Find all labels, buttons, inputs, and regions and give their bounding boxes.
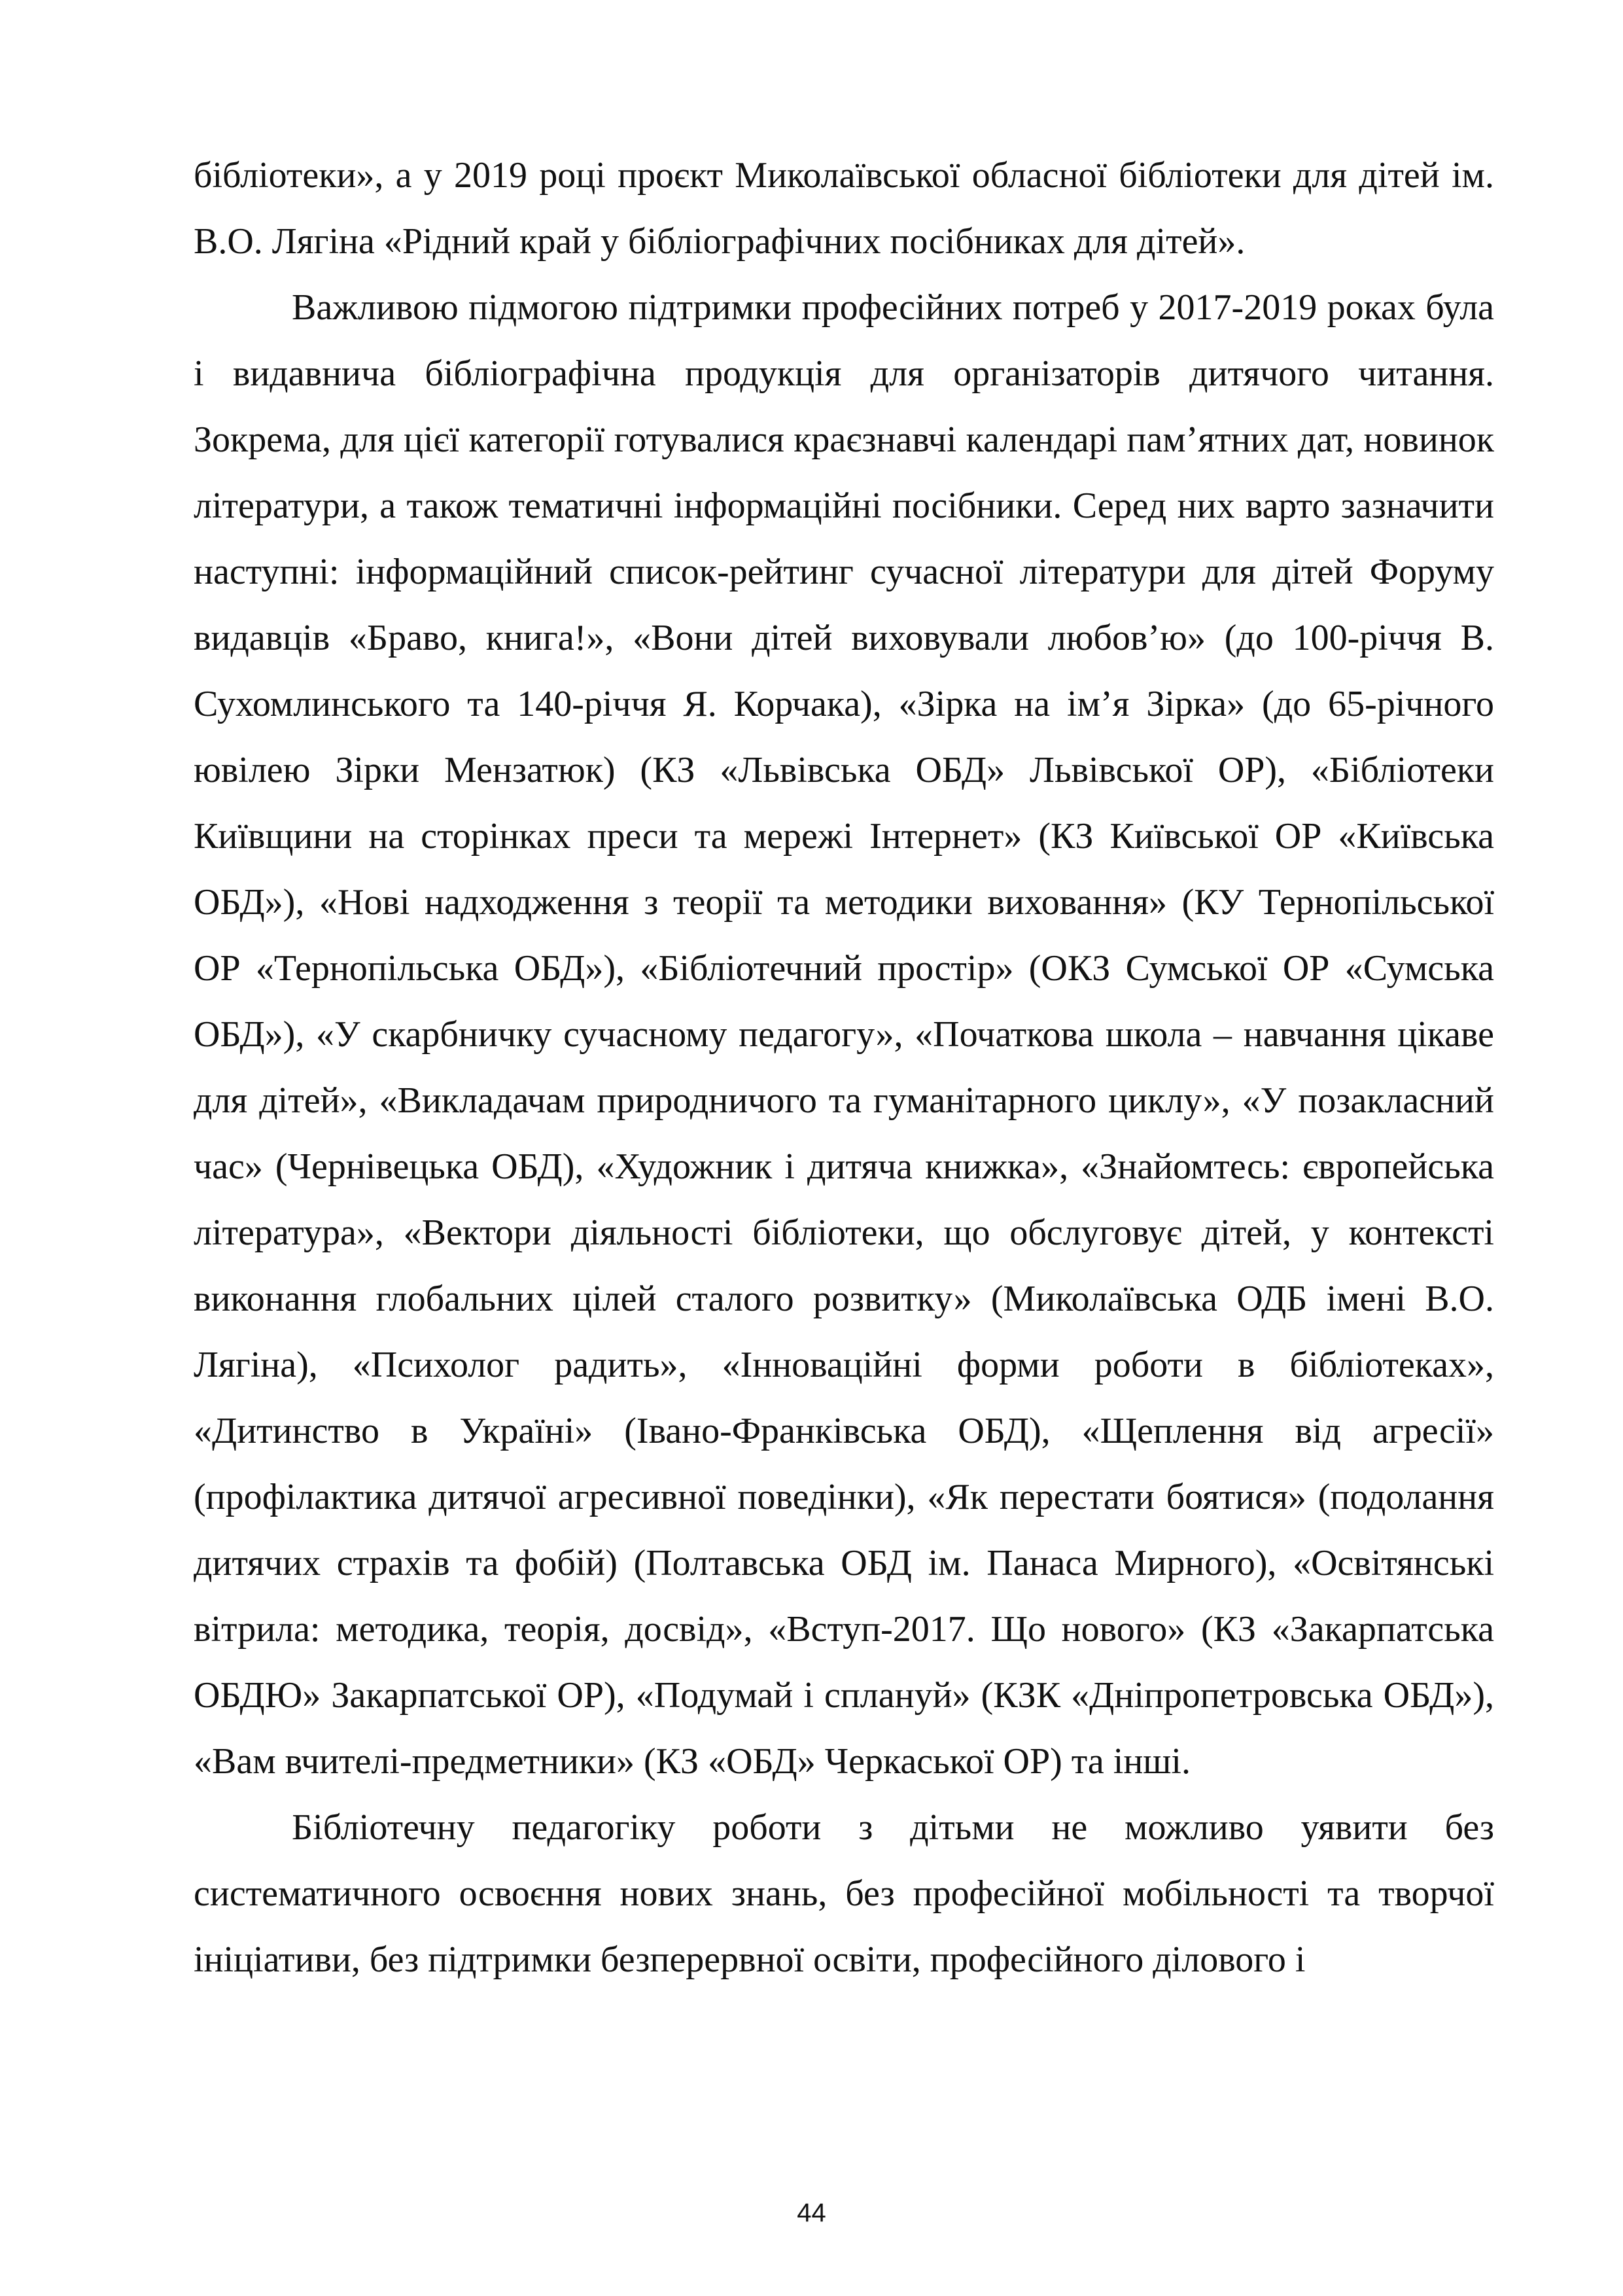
paragraph-bibliographic-products: Важливою підмогою підтримки професійних потреб у 2017-2019 роках була і видавнича бібліографічна продукція для організаторів дитячого читання. Зокрема, для цієї категорії готувалися краєзнавчі календарі пам’ятних дат, новинок літератури, а також тематичні інформаційні посібники. Серед них варто зазначити наступні: інформаційний список-рейтинг сучасної літератури для дітей Форуму видавців «Браво, книга!», «Вони дітей виховували любов’ю» (до 100-річчя В. Сухомлинського та 140-річчя Я. Корчака), «Зірка на ім’я Зірка» (до 65-річного ювілею Зірки Мензатюк) (КЗ «Львівська ОБД» Львівської ОР), «Бібліотеки Київщини на сторінках преси та мережі Інтернет» (КЗ Київської ОР «Київська ОБД»), «Нові надходження з теорії та методики виховання» (КУ Тернопільської ОР «Тернопільська ОБД»), «Бібліотечний простір» (ОКЗ Сумської ОР «Сумська ОБД»), «У скарбничку сучасному педагогу», «Початкова школа – навчання цікаве для дітей», «Викладачам природничого та гуманітарного циклу», «У позакласний час» (Чернівецька ОБД), «Художник і дитяча книжка», «Знайомтесь: європейська література», «Вектори діяльності бібліотеки, що обслуговує дітей, у контексті виконання глобальних цілей сталого розвитку» (Миколаївська ОДБ імені В.О. Лягіна), «Психолог радить», «Інноваційні форми роботи в бібліотеках», «Дитинство в Україні» (Івано-Франківська ОБД), «Щеплення від агресії» (профілактика дитячої агресивної поведінки), «Як перестати боятися» (подолання дитячих страхів та фобій) (Полтавська ОБД ім. Панаса Мирного), «Освітянські вітрила: методика, теорія, досвід», «Вступ-2017. Що нового» (КЗ «Закарпатська ОБДЮ» Закарпатської ОР), «Подумай і сплануй» (КЗК «Дніпропетровська ОБД»), «Вам вчителі-предметники» (КЗ «ОБД» Черкаської ОР) та інші. — [194, 287, 1494, 1782]
paragraph-library-pedagogy: Бібліотечну педагогіку роботи з дітьми не можливо уявити без систематичного освоєння нових знань, без професійної мобільності та творчої ініціативи, без підтримки безперервної освіти, професійного ділового і — [194, 1807, 1494, 1980]
page-number: 44 — [797, 2199, 826, 2227]
paragraph-continuation: бібліотеки», а у 2019 році проєкт Миколаївської обласної бібліотеки для дітей ім. В.О. Лягіна «Рідний край у бібліографічних посібниках для дітей». — [194, 155, 1494, 262]
body-text — [194, 143, 1494, 1993]
